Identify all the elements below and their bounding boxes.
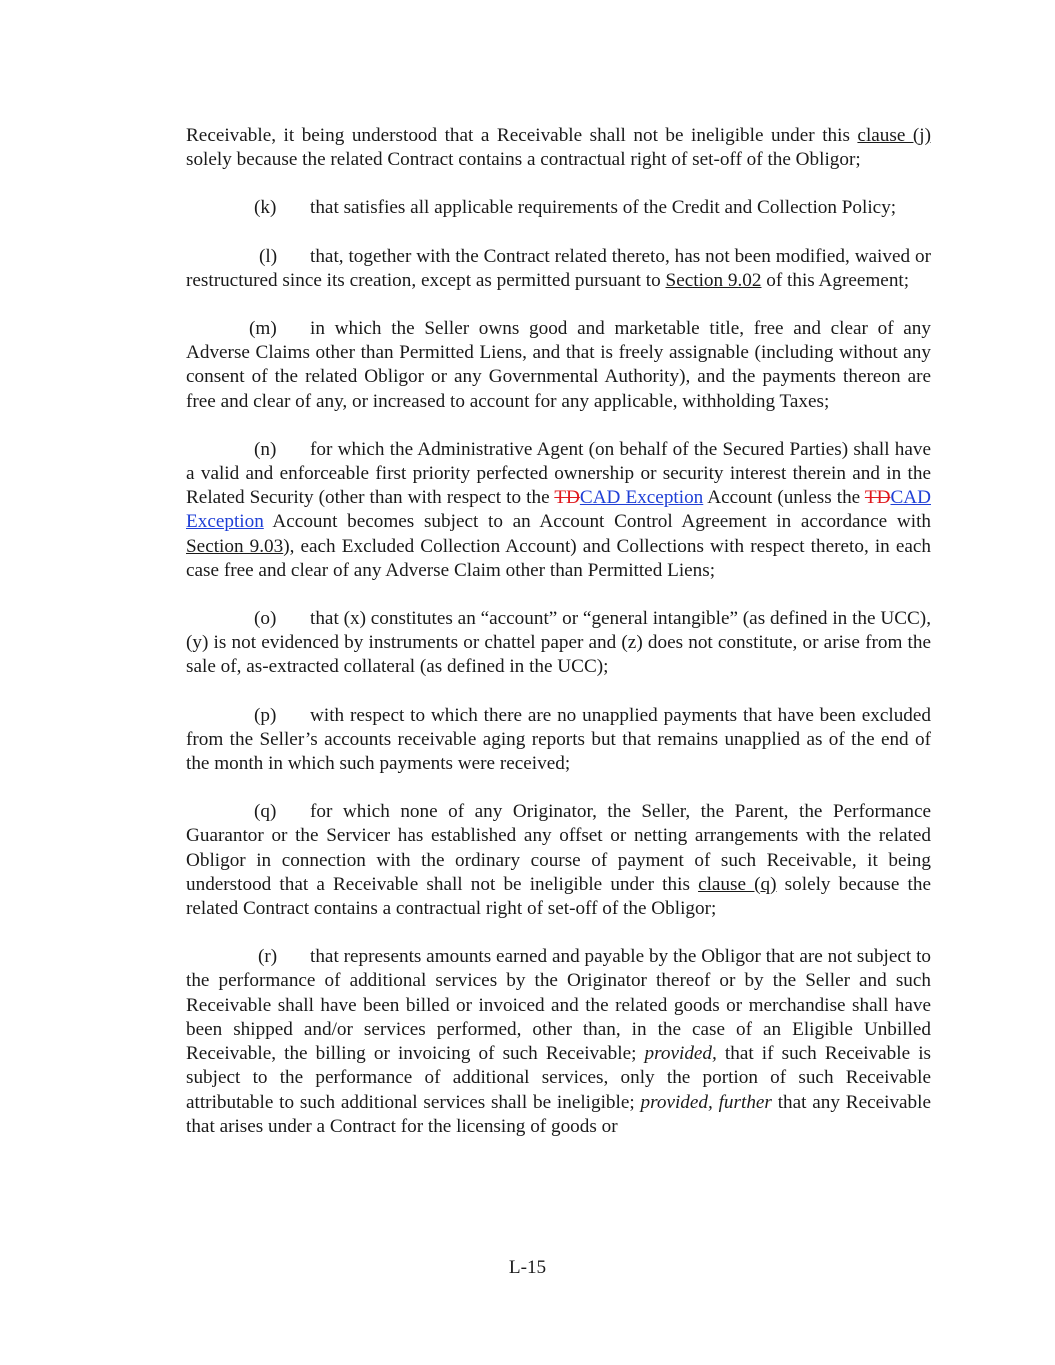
paragraph-r [186, 945, 931, 1139]
paragraph-j-text-2: solely because the related Contract contains a contractual right of set-off of the Obligor; [186, 149, 861, 171]
paragraph-l-label: (l) [259, 245, 278, 267]
paragraph-k-text: that satisfies all applicable requirements of the Credit and Collection Policy; [310, 197, 897, 219]
paragraph-q [186, 800, 931, 921]
paragraph-o-text: that (x) constitutes an “account” or “general intangible” (as defined in the UCC), (y) is not evidenced by instruments or chattel paper and (z) does not constitute, or arise from the sale of, as-extracted collateral (as defined in the UCC); [186, 608, 931, 678]
paragraph-o-label: (o) [254, 608, 277, 630]
section-9-03-reference: Section 9.03 [186, 535, 284, 557]
paragraph-j-text-1: Receivable, it being understood that a Receivable shall not be ineligible under this [186, 125, 858, 146]
inserted-text-cad-exception-2: CAD Exception [186, 487, 931, 533]
paragraph-l [186, 245, 931, 293]
paragraph-n-text-1: for which the Administrative Agent (on behalf of the Secured Parties) shall have a valid and enforceable first priority perfected ownership or security interest therein and in the Related Security (other than with respect to the [186, 438, 931, 509]
paragraph-k [186, 196, 931, 220]
section-9-02-reference: Section 9.02 [665, 269, 762, 291]
paragraph-m-label: (m) [249, 318, 277, 340]
clause-j-reference: clause (j) [857, 125, 931, 146]
paragraph-p-label: (p) [254, 704, 277, 726]
provided-further-italic: provided, further [640, 1091, 772, 1113]
paragraph-k-label: (k) [254, 197, 277, 219]
provided-italic: provided, [644, 1043, 717, 1065]
page-number: L-15 [508, 1257, 547, 1278]
document-body [186, 124, 931, 1163]
paragraph-n [186, 438, 931, 583]
paragraph-o [186, 607, 931, 680]
paragraph-j [186, 124, 931, 172]
paragraph-r-text-2: that if such Receivable is subject to the performance of additional services, only the portion of such Receivable attributable to such additional services shall be ineligible; [186, 1043, 931, 1113]
paragraph-p [186, 704, 931, 777]
deleted-text-td-1: TD [554, 487, 580, 509]
paragraph-q-text-2: solely because the related Contract contains a contractual right of set-off of the Obligor; [186, 873, 931, 920]
deleted-text-td-2: TD [864, 487, 891, 509]
paragraph-q-text-1: for which none of any Originator, the Seller, the Parent, the Performance Guarantor or the Servicer has established any offset or netting arrangements with the related Obligor in connection with the ordinary course of payment of such Receivable, it being understood that a Receivable shall not be ineligible under this [186, 801, 931, 895]
paragraph-n-text-4: ), each Excluded Collection Account) and Collections with respect thereto, in each case free and clear of any Adverse Claim other than Permitted Liens; [186, 535, 931, 581]
paragraph-n-text-2: Account (unless the [703, 487, 865, 509]
paragraph-n-label: (n) [254, 438, 277, 460]
paragraph-r-label: (r) [258, 946, 278, 968]
inserted-text-cad-exception-1: CAD Exception [579, 487, 704, 509]
paragraph-r-text-1: that represents amounts earned and payable by the Obligor that are not subject to the performance of additional services by the Originator thereof or by the Seller and such Receivable shall have been billed or invoiced and the related goods or merchandise shall have been shipped and/or services performed, other than, in the case of an Eligible Unbilled Receivable, the billing or invoicing of such Receivable; [186, 946, 931, 1065]
paragraph-m [186, 317, 931, 414]
paragraph-r-text-3: that any Receivable that arises under a Contract for the licensing of goods or [186, 1091, 931, 1137]
paragraph-q-label: (q) [254, 801, 277, 823]
paragraph-n-text-3: Account becomes subject to an Account Control Agreement in accordance with [263, 511, 931, 533]
paragraph-l-text-2: of this Agreement; [761, 269, 910, 291]
paragraph-m-text: in which the Seller owns good and marketable title, free and clear of any Adverse Claims other than Permitted Liens, and that is freely assignable (including without any consent of the related Obligor or any Governmental Authority), and the payments thereon are free and clear of any, or increased to account for any applicable, withholding Taxes; [186, 318, 931, 412]
paragraph-l-text-1: that, together with the Contract related thereto, has not been modified, waived or restructured since its creation, except as permitted pursuant to [186, 245, 931, 291]
paragraph-p-text: with respect to which there are no unapplied payments that have been excluded from the Seller’s accounts receivable aging reports but that remains unapplied as of the end of the month in which such payments were received; [186, 704, 931, 775]
clause-q-reference: clause (q) [698, 873, 777, 895]
